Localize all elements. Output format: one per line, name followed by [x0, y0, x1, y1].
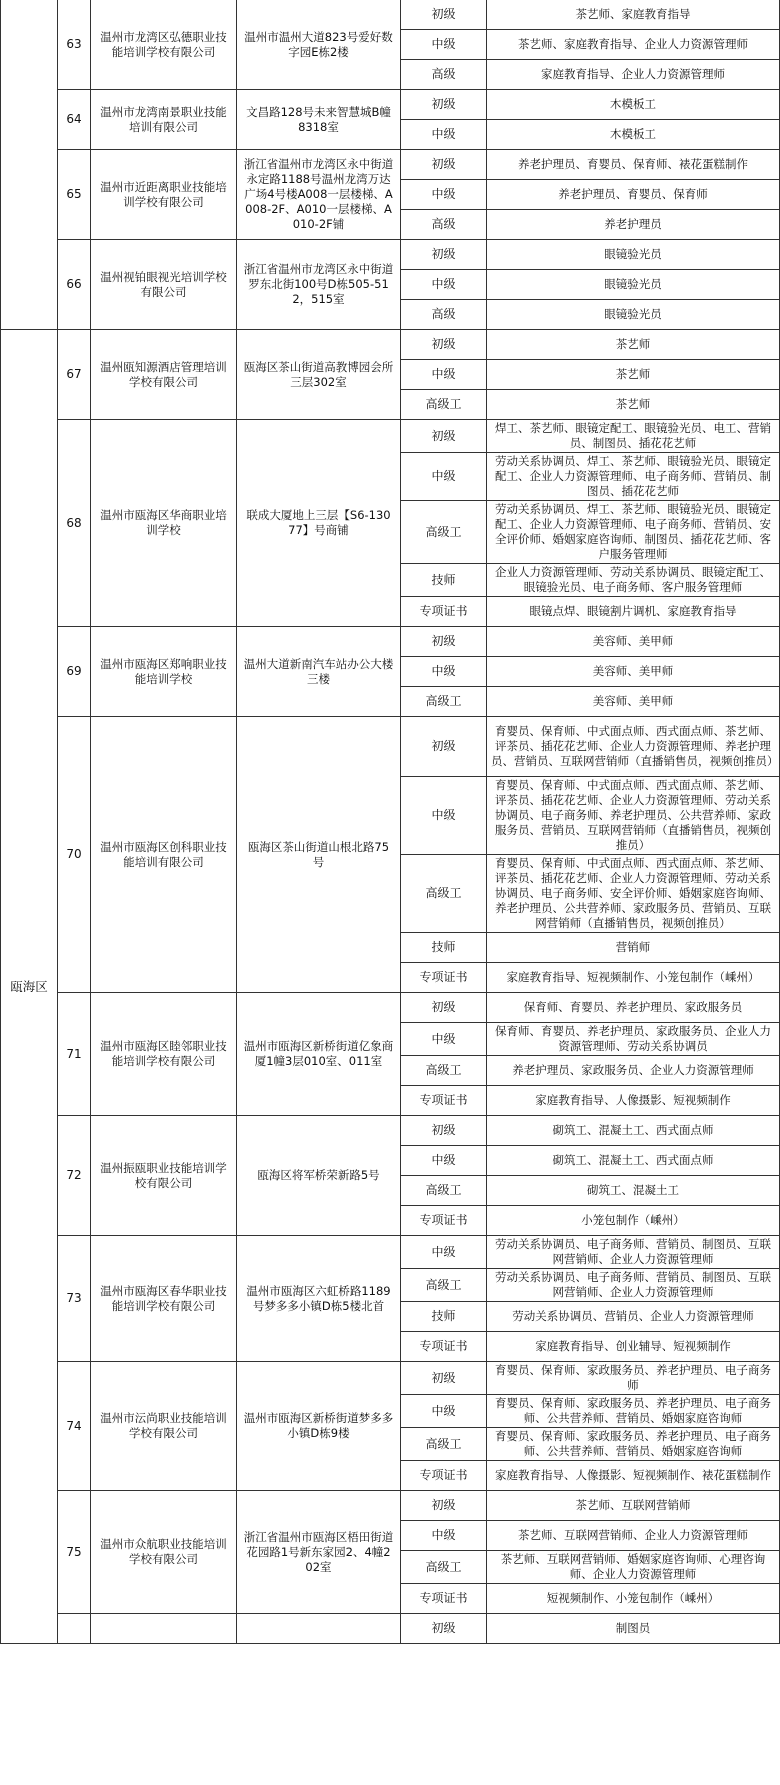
table-row [1, 1236, 780, 1269]
serial-number: 65 [58, 150, 91, 240]
occupations-list: 小笼包制作（嵊州） [487, 1206, 780, 1236]
occupations-list: 家庭教育指导、企业人力资源管理师 [487, 60, 780, 90]
occupations-list: 保育师、育婴员、养老护理员、家政服务员、企业人力资源管理师、劳动关系协调员 [487, 1023, 780, 1056]
occupations-list: 劳动关系协调员、焊工、茶艺师、眼镜验光员、眼镜定配工、企业人力资源管理师、电子商务师、营销员、制图员、插花花艺师 [487, 453, 780, 501]
training-level: 初级 [401, 420, 487, 453]
institution-address: 温州市温州大道823号爱好数字园E栋2楼 [237, 0, 401, 90]
training-level: 初级 [401, 717, 487, 777]
serial-number: 63 [58, 0, 91, 90]
occupations-list: 劳动关系协调员、焊工、茶艺师、眼镜验光员、眼镜定配工、企业人力资源管理师、电子商务师、营销员、安全评价师、婚姻家庭咨询师、制图员、插花花艺师、客户服务管理师 [487, 501, 780, 564]
table-row [1, 1491, 780, 1521]
training-level: 高级工 [401, 687, 487, 717]
occupations-list: 育婴员、保育师、中式面点师、西式面点师、茶艺师、评茶员、插花花艺师、企业人力资源管理师、劳动关系协调员、电子商务师、安全评价师、婚姻家庭咨询师、养老护理员、公共营养师、家政服务员、营销员、互联网营销师（直播销售员，视频创推员） [487, 855, 780, 933]
table-row [1, 717, 780, 777]
occupations-list: 家庭教育指导、人像摄影、短视频制作 [487, 1086, 780, 1116]
training-level: 初级 [401, 240, 487, 270]
occupations-list: 焊工、茶艺师、眼镜定配工、眼镜验光员、电工、营销员、制图员、插花花艺师 [487, 420, 780, 453]
training-level: 高级工 [401, 1428, 487, 1461]
occupations-list: 木模板工 [487, 120, 780, 150]
occupations-list: 养老护理员 [487, 210, 780, 240]
institution-name: 温州市瓯海区华商职业培训学校 [91, 420, 237, 627]
occupations-list: 劳动关系协调员、营销员、企业人力资源管理师 [487, 1302, 780, 1332]
training-level: 技师 [401, 564, 487, 597]
table-row [1, 90, 780, 120]
institution-name: 温州市近距离职业技能培训学校有限公司 [91, 150, 237, 240]
occupations-list: 茶艺师、家庭教育指导、企业人力资源管理师 [487, 30, 780, 60]
training-level: 高级工 [401, 855, 487, 933]
training-level: 中级 [401, 453, 487, 501]
table-row [1, 150, 780, 180]
occupations-list: 劳动关系协调员、电子商务师、营销员、制图员、互联网营销师、企业人力资源管理师 [487, 1269, 780, 1302]
table-row [1, 330, 780, 360]
occupations-list: 家庭教育指导、短视频制作、小笼包制作（嵊州） [487, 963, 780, 993]
institution-name: 温州视铂眼视光培训学校有限公司 [91, 240, 237, 330]
training-level: 初级 [401, 90, 487, 120]
training-level: 高级工 [401, 1056, 487, 1086]
serial-number: 70 [58, 717, 91, 993]
table-row [1, 993, 780, 1023]
occupations-list: 茶艺师 [487, 330, 780, 360]
serial-number: 75 [58, 1491, 91, 1614]
occupations-list: 育婴员、保育师、家政服务员、养老护理员、电子商务师 [487, 1362, 780, 1395]
serial-number: 72 [58, 1116, 91, 1236]
occupations-list: 砌筑工、混凝土工 [487, 1176, 780, 1206]
training-level: 专项证书 [401, 1461, 487, 1491]
training-level: 中级 [401, 1146, 487, 1176]
institution-address: 瓯海区茶山街道山根北路75号 [237, 717, 401, 993]
serial-number [58, 1614, 91, 1644]
training-level: 初级 [401, 150, 487, 180]
occupations-list: 育婴员、保育师、家政服务员、养老护理员、电子商务师、公共营养师、营销员、婚姻家庭咨询师 [487, 1428, 780, 1461]
training-level: 专项证书 [401, 597, 487, 627]
training-level: 专项证书 [401, 1584, 487, 1614]
serial-number: 68 [58, 420, 91, 627]
institution-name: 温州瓯知源酒店管理培训学校有限公司 [91, 330, 237, 420]
training-level: 初级 [401, 1116, 487, 1146]
institution-address: 温州市瓯海区新桥街道亿象商厦1幢3层010室、011室 [237, 993, 401, 1116]
training-level: 中级 [401, 1023, 487, 1056]
institution-address: 浙江省温州市龙湾区永中街道永定路1188号温州龙湾万达广场4号楼A008一层楼梯、A008-2F、A010一层楼梯、A010-2F铺 [237, 150, 401, 240]
occupations-list: 劳动关系协调员、电子商务师、营销员、制图员、互联网营销师、企业人力资源管理师 [487, 1236, 780, 1269]
table-row [1, 627, 780, 657]
serial-number: 66 [58, 240, 91, 330]
institution-name: 温州市瓯海区创科职业技能培训有限公司 [91, 717, 237, 993]
table-row [1, 1362, 780, 1395]
institution-address: 瓯海区将军桥荣新路5号 [237, 1116, 401, 1236]
training-level: 高级 [401, 60, 487, 90]
institution-address: 文昌路128号未来智慧城B幢8318室 [237, 90, 401, 150]
serial-number: 71 [58, 993, 91, 1116]
occupations-list: 眼镜验光员 [487, 240, 780, 270]
serial-number: 73 [58, 1236, 91, 1362]
training-level: 高级工 [401, 501, 487, 564]
occupations-list: 茶艺师、家庭教育指导 [487, 0, 780, 30]
occupations-list: 养老护理员、育婴员、保育师 [487, 180, 780, 210]
occupations-list: 茶艺师、互联网营销师、企业人力资源管理师 [487, 1521, 780, 1551]
training-level: 中级 [401, 1236, 487, 1269]
institution-name: 温州市瓯海区郑响职业技能培训学校 [91, 627, 237, 717]
training-level: 高级 [401, 210, 487, 240]
serial-number: 64 [58, 90, 91, 150]
training-level: 初级 [401, 627, 487, 657]
table-row [1, 1614, 780, 1644]
occupations-list: 砌筑工、混凝土工、西式面点师 [487, 1146, 780, 1176]
occupations-list: 制图员 [487, 1614, 780, 1644]
training-level: 中级 [401, 360, 487, 390]
occupations-list: 茶艺师、互联网营销师 [487, 1491, 780, 1521]
occupations-list: 家庭教育指导、创业辅导、短视频制作 [487, 1332, 780, 1362]
training-level: 技师 [401, 1302, 487, 1332]
table-body [1, 0, 780, 1644]
occupations-list: 眼镜点焊、眼镜割片调机、家庭教育指导 [487, 597, 780, 627]
training-level: 中级 [401, 657, 487, 687]
training-level: 初级 [401, 1614, 487, 1644]
institution-name: 温州振瓯职业技能培训学校有限公司 [91, 1116, 237, 1236]
district-cell: 瓯海区 [1, 330, 58, 1644]
serial-number: 74 [58, 1362, 91, 1491]
occupations-list: 养老护理员、家政服务员、企业人力资源管理师 [487, 1056, 780, 1086]
training-level: 技师 [401, 933, 487, 963]
institution-address: 温州市瓯海区新桥街道梦多多小镇D栋9楼 [237, 1362, 401, 1491]
institution-name: 温州市瓯海区春华职业技能培训学校有限公司 [91, 1236, 237, 1362]
institution-address: 瓯海区茶山街道高教博园会所三层302室 [237, 330, 401, 420]
occupations-list: 美容师、美甲师 [487, 687, 780, 717]
training-level: 中级 [401, 1395, 487, 1428]
occupations-list: 木模板工 [487, 90, 780, 120]
occupations-list: 企业人力资源管理师、劳动关系协调员、眼镜定配工、眼镜验光员、电子商务师、客户服务管理师 [487, 564, 780, 597]
training-level: 高级工 [401, 1551, 487, 1584]
occupations-list: 美容师、美甲师 [487, 657, 780, 687]
occupations-list: 家庭教育指导、人像摄影、短视频制作、裱花蛋糕制作 [487, 1461, 780, 1491]
institution-name: 温州市众航职业技能培训学校有限公司 [91, 1491, 237, 1614]
occupations-list: 育婴员、保育师、家政服务员、养老护理员、电子商务师、公共营养师、营销员、婚姻家庭咨询师 [487, 1395, 780, 1428]
institution-address: 联成大厦地上三层【S6-13077】号商铺 [237, 420, 401, 627]
training-level: 中级 [401, 30, 487, 60]
training-level: 中级 [401, 777, 487, 855]
occupations-list: 短视频制作、小笼包制作（嵊州） [487, 1584, 780, 1614]
institution-name: 温州市龙湾区弘德职业技能培训学校有限公司 [91, 0, 237, 90]
occupations-list: 育婴员、保育师、中式面点师、西式面点师、茶艺师、评茶员、插花花艺师、企业人力资源管理师、劳动关系协调员、电子商务师、养老护理员、公共营养师、家政服务员、营销员、互联网营销师（直播销售员，视频创推员） [487, 777, 780, 855]
training-level: 初级 [401, 1362, 487, 1395]
institution-address: 浙江省温州市瓯海区梧田街道花园路1号新东家园2、4幢202室 [237, 1491, 401, 1614]
occupations-list: 美容师、美甲师 [487, 627, 780, 657]
institution-name: 温州市瓯海区睦邻职业技能培训学校有限公司 [91, 993, 237, 1116]
institution-address: 浙江省温州市龙湾区永中街道罗东北街100号D栋505-512，515室 [237, 240, 401, 330]
table-row [1, 420, 780, 453]
occupations-list: 茶艺师 [487, 390, 780, 420]
occupations-list: 育婴员、保育师、中式面点师、西式面点师、茶艺师、评茶员、插花花艺师、企业人力资源管理师、养老护理员、营销员、互联网营销师（直播销售员，视频创推员） [487, 717, 780, 777]
occupations-list: 眼镜验光员 [487, 270, 780, 300]
training-level: 高级工 [401, 1269, 487, 1302]
table-row [1, 240, 780, 270]
training-level: 中级 [401, 1521, 487, 1551]
occupations-list: 茶艺师 [487, 360, 780, 390]
serial-number: 67 [58, 330, 91, 420]
training-level: 初级 [401, 993, 487, 1023]
training-level: 初级 [401, 0, 487, 30]
training-level: 初级 [401, 330, 487, 360]
training-level: 高级 [401, 300, 487, 330]
occupations-list: 茶艺师、互联网营销师、婚姻家庭咨询师、心理咨询师、企业人力资源管理师 [487, 1551, 780, 1584]
occupations-list: 眼镜验光员 [487, 300, 780, 330]
institution-name: 温州市龙湾南景职业技能培训有限公司 [91, 90, 237, 150]
training-level: 初级 [401, 1491, 487, 1521]
training-level: 中级 [401, 270, 487, 300]
district-cell [1, 0, 58, 330]
institution-address: 温州市瓯海区六虹桥路1189号梦多多小镇D栋5楼北首 [237, 1236, 401, 1362]
training-level: 中级 [401, 120, 487, 150]
institution-address [237, 1614, 401, 1644]
training-level: 中级 [401, 180, 487, 210]
training-level: 高级工 [401, 390, 487, 420]
institution-name [91, 1614, 237, 1644]
training-level: 专项证书 [401, 1086, 487, 1116]
occupations-list: 营销师 [487, 933, 780, 963]
serial-number: 69 [58, 627, 91, 717]
table-row [1, 0, 780, 30]
occupations-list: 养老护理员、育婴员、保育师、裱花蛋糕制作 [487, 150, 780, 180]
training-level: 专项证书 [401, 1206, 487, 1236]
training-level: 专项证书 [401, 963, 487, 993]
institution-address: 温州大道新南汽车站办公大楼三楼 [237, 627, 401, 717]
institution-name: 温州市沄尚职业技能培训学校有限公司 [91, 1362, 237, 1491]
table-row [1, 1116, 780, 1146]
occupations-list: 保育师、育婴员、养老护理员、家政服务员 [487, 993, 780, 1023]
training-level: 高级工 [401, 1176, 487, 1206]
occupations-list: 砌筑工、混凝土工、西式面点师 [487, 1116, 780, 1146]
training-level: 专项证书 [401, 1332, 487, 1362]
